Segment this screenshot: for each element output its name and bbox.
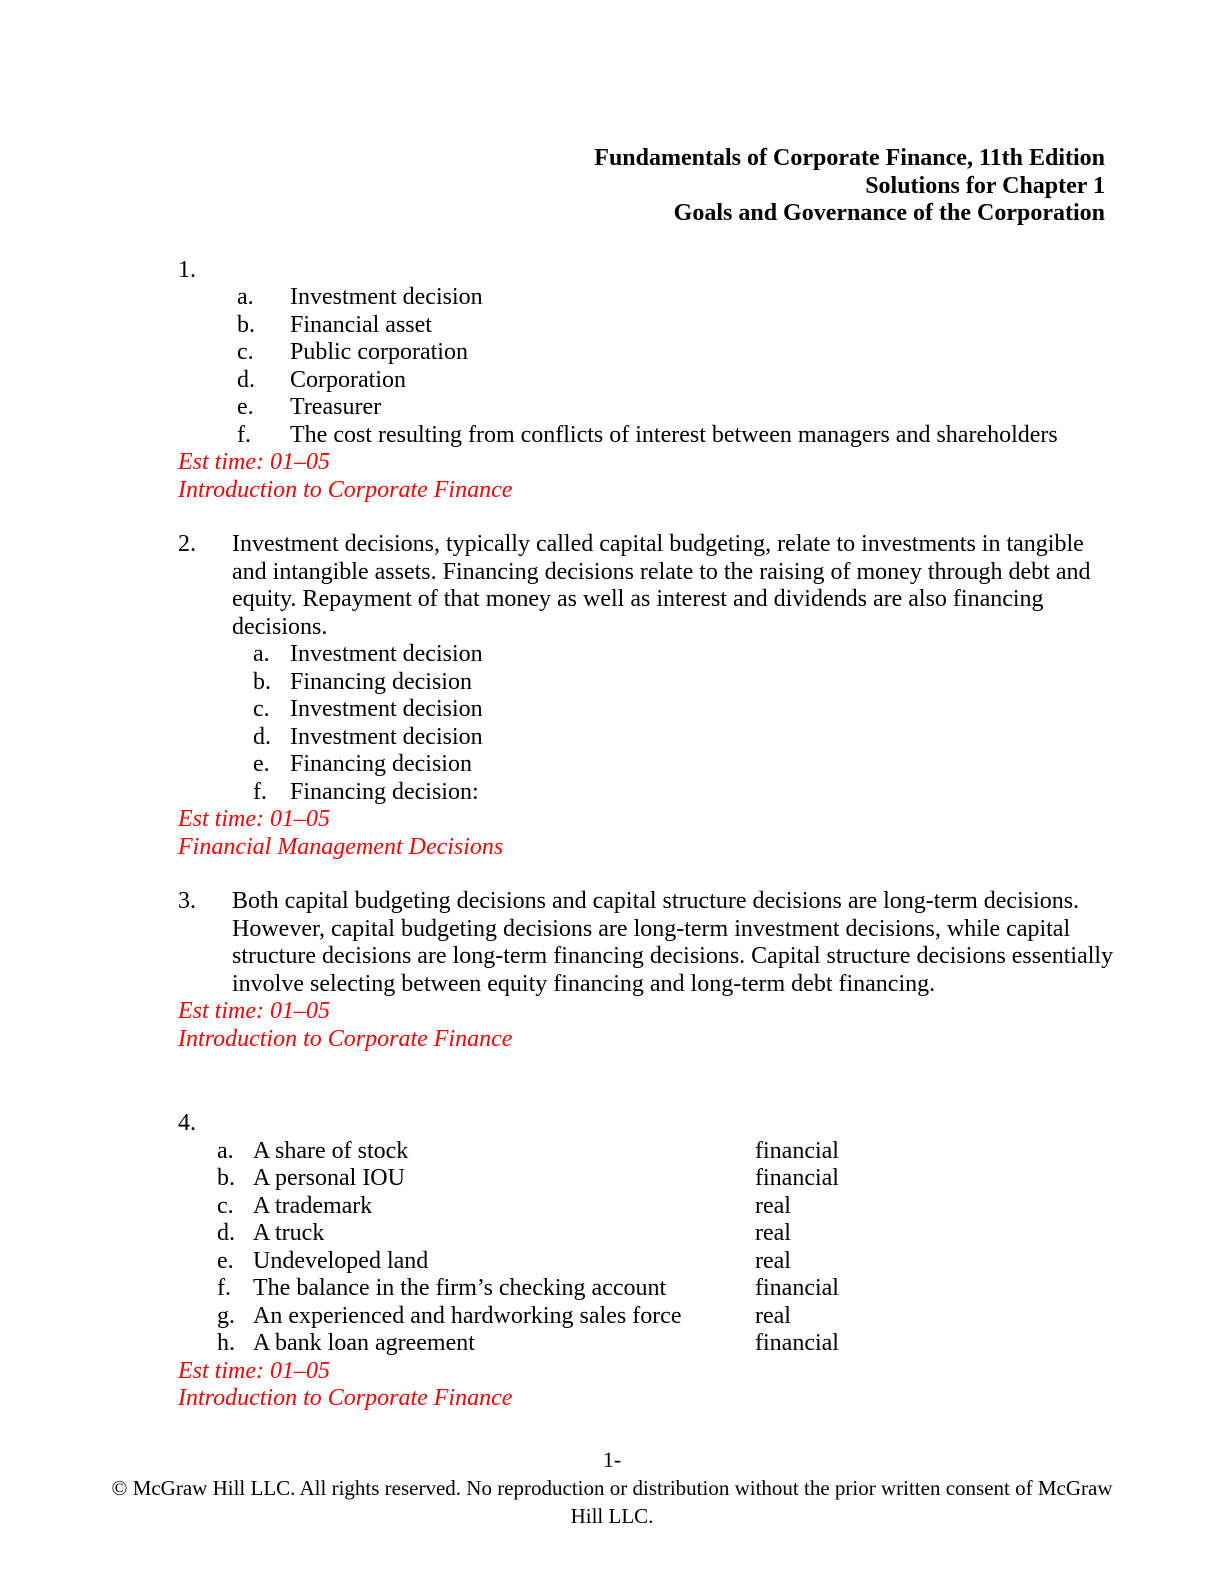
- question-4: [178, 1110, 1224, 1413]
- list-item-text: Investment decision: [290, 696, 483, 722]
- list-item-text: A bank loan agreement: [253, 1330, 475, 1356]
- list-item: [178, 751, 1224, 779]
- list-item-text: Investment decision: [290, 723, 483, 750]
- list-item-answer: financial: [755, 1165, 839, 1191]
- list-item-text: A trademark: [253, 1192, 373, 1219]
- question-1: [178, 257, 1224, 505]
- est-time-label: Est time: 01–05: [178, 1357, 330, 1384]
- list-item: [178, 1193, 1224, 1221]
- list-item: [178, 779, 1224, 807]
- list-item-text: The cost resulting from conflicts of interest between managers and shareholders: [290, 421, 1058, 448]
- list-item-letter: e.: [237, 394, 254, 420]
- question-3: [178, 888, 1224, 1053]
- list-item-text: Financial asset: [290, 311, 432, 338]
- list-item-text: The balance in the firm’s checking account: [253, 1275, 667, 1301]
- list-item: [178, 367, 1224, 395]
- topic-label: Introduction to Corporate Finance: [178, 1025, 513, 1052]
- question-2: [178, 531, 1224, 861]
- list-item-answer: financial: [755, 1330, 839, 1356]
- list-item-text: A personal IOU: [253, 1165, 405, 1191]
- list-item-answer: real: [755, 1302, 791, 1329]
- copyright-notice: © McGraw Hill LLC. All rights reserved. No reproduction or distribution without the prior written consent of McGraw Hill LLC.: [111, 1476, 1113, 1528]
- list-item-text: A truck: [253, 1220, 325, 1246]
- topic-label: Introduction to Corporate Finance: [178, 476, 513, 503]
- list-item-text: Treasurer: [290, 394, 382, 420]
- list-item: [178, 669, 1224, 697]
- question-3-statement: [178, 888, 1224, 998]
- list-item-letter: f.: [237, 421, 251, 448]
- list-item-text: Corporation: [290, 366, 406, 393]
- list-item-letter: e.: [253, 751, 270, 777]
- list-item-text: Investment decision: [290, 641, 483, 667]
- list-item: [178, 1165, 1224, 1193]
- page-number: 1-: [602, 1447, 622, 1472]
- list-item-letter: c.: [237, 339, 254, 365]
- list-item-answer: financial: [755, 1275, 839, 1301]
- list-item-letter: a.: [237, 284, 254, 310]
- list-item-text: A share of stock: [253, 1137, 409, 1164]
- list-item-letter: e.: [217, 1247, 234, 1274]
- list-item-letter: h.: [217, 1330, 235, 1356]
- list-item-letter: b.: [253, 668, 271, 695]
- est-time-label: Est time: 01–05: [178, 998, 330, 1024]
- list-item: [178, 1275, 1224, 1303]
- page-footer: [0, 1446, 1224, 1530]
- list-item-letter: d.: [253, 723, 271, 750]
- list-item-letter: c.: [217, 1192, 234, 1219]
- list-item-text: Financing decision: [290, 751, 472, 777]
- list-item-letter: b.: [237, 311, 255, 338]
- list-item-text: Investment decision: [290, 284, 483, 310]
- est-time-label: Est time: 01–05: [178, 449, 330, 475]
- list-item-letter: a.: [217, 1137, 234, 1164]
- list-item-letter: b.: [217, 1165, 235, 1191]
- question-2-number: 2.: [178, 531, 196, 557]
- list-item-answer: real: [755, 1247, 791, 1274]
- list-item: [178, 1220, 1224, 1248]
- list-item-answer: real: [755, 1220, 791, 1246]
- list-item-text: Undeveloped land: [253, 1247, 429, 1274]
- question-2-statement: [178, 531, 1224, 641]
- question-2-list: [178, 641, 1224, 806]
- question-4-list: [178, 1138, 1224, 1358]
- list-item-letter: d.: [217, 1220, 235, 1246]
- list-item-letter: a.: [253, 641, 270, 667]
- list-item: [178, 312, 1224, 340]
- list-item-answer: real: [755, 1192, 791, 1219]
- topic-label: Introduction to Corporate Finance: [178, 1385, 513, 1411]
- list-item-text: Public corporation: [290, 339, 468, 365]
- list-item: [178, 1138, 1224, 1166]
- header-title-line3: Goals and Governance of the Corporation: [673, 200, 1105, 226]
- list-item-letter: g.: [217, 1302, 235, 1329]
- list-item-text: Financing decision:: [290, 778, 479, 805]
- list-item-letter: d.: [237, 366, 255, 393]
- document-header: [178, 145, 1105, 228]
- list-item-answer: financial: [755, 1137, 839, 1164]
- list-item: [178, 394, 1224, 422]
- list-item: [178, 724, 1224, 752]
- question-1-number: 1.: [178, 256, 196, 283]
- list-item: [178, 641, 1224, 669]
- header-title-line1: Fundamentals of Corporate Finance, 11th Edition: [594, 145, 1105, 171]
- question-1-list: [178, 284, 1224, 449]
- topic-label: Financial Management Decisions: [178, 833, 504, 860]
- list-item: [178, 1248, 1224, 1276]
- list-item: [178, 1330, 1224, 1358]
- list-item-text: An experienced and hardworking sales force: [253, 1302, 682, 1329]
- question-3-number: 3.: [178, 888, 196, 914]
- question-3-paragraph: Both capital budgeting decisions and capital structure decisions are long-term decisions. However, capital budgeting decisions are long-term investment decisions, while capital structure decisions are long-term financing decisions. Capital structure decisions essentially involve selecting between equity financing and long-term debt financing.: [232, 888, 1114, 997]
- header-title-line2: Solutions for Chapter 1: [865, 172, 1105, 199]
- list-item: [178, 1303, 1224, 1331]
- list-item-text: Financing decision: [290, 668, 472, 695]
- question-4-number: 4.: [178, 1110, 196, 1136]
- list-item-letter: c.: [253, 696, 270, 722]
- list-item: [178, 696, 1224, 724]
- question-2-paragraph: Investment decisions, typically called capital budgeting, relate to investments in tangible and intangible assets. Financing decisions relate to the raising of money through debt and equity. Repayment of that money as well as interest and dividends are also financing decisions.: [232, 531, 1091, 640]
- list-item: [178, 339, 1224, 367]
- est-time-label: Est time: 01–05: [178, 806, 330, 832]
- list-item: [178, 284, 1224, 312]
- list-item: [178, 422, 1224, 450]
- list-item-letter: f.: [253, 778, 267, 805]
- list-item-letter: f.: [217, 1275, 231, 1301]
